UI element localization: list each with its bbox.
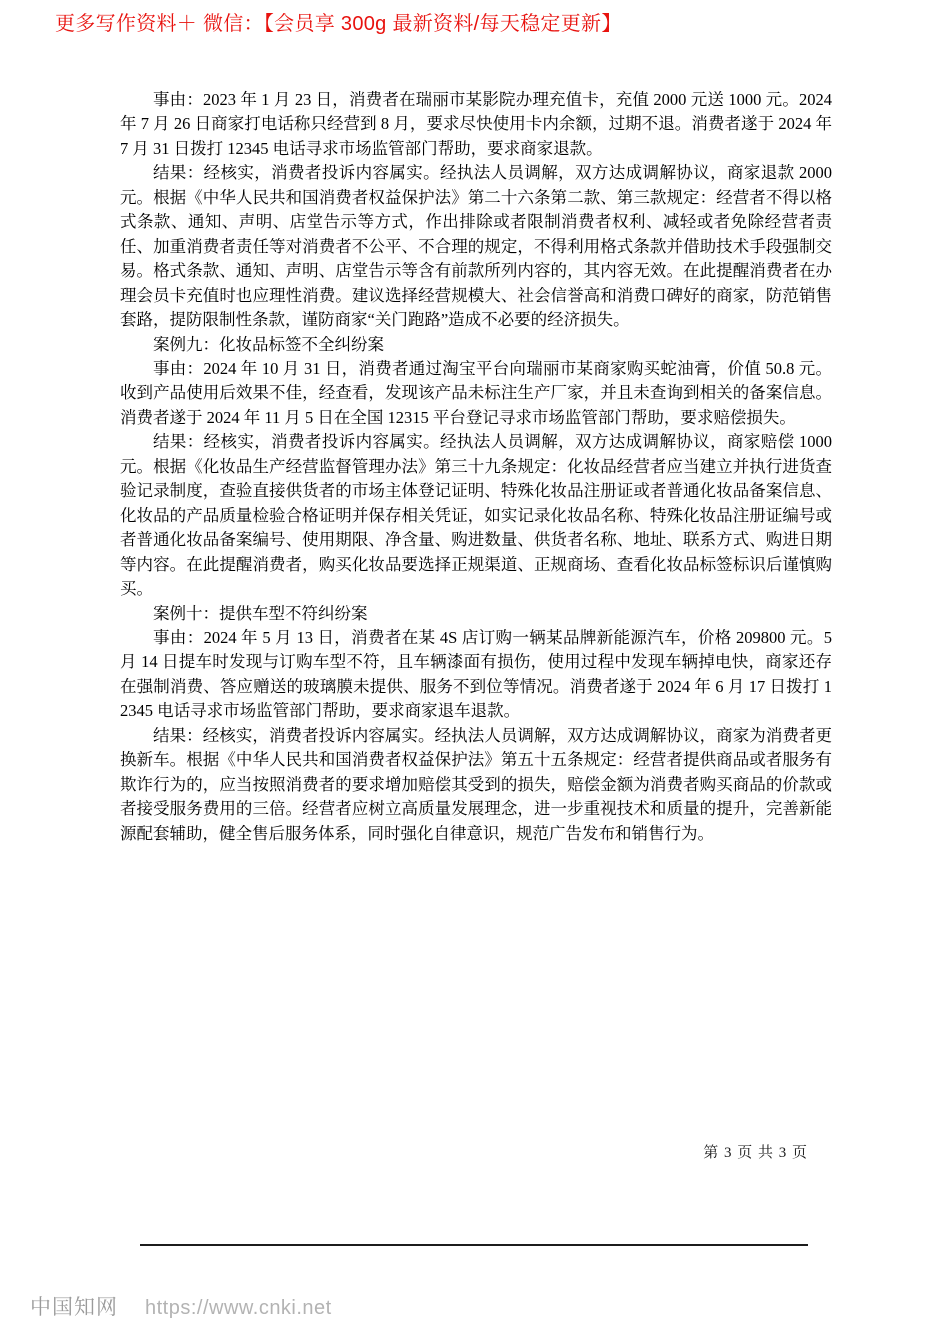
paragraph-case10-outcome: 结果：经核实，消费者投诉内容属实。经执法人员调解，双方达成调解协议，商家为消费者更换新车。根据《中华人民共和国消费者权益保护法》第五十五条规定：经营者提供商品或者服务有欺诈行为的，应当按照消费者的要求增加赔偿其受到的损失，赔偿金额为消费者购买商品的价款或者接受服务费用的三倍。经营者应树立高质量发展理念，进一步重视技术和质量的提升，完善新能源配套辅助，健全售后服务体系，同时强化自律意识，规范广告发布和销售行为。 <box>120 725 832 843</box>
paragraph-case9-cause: 事由：2024 年 10 月 31 日，消费者通过淘宝平台向瑞丽市某商家购买蛇油膏，价值 50.8 元。收到产品使用后效果不佳，经查看，发现该产品未标注生产厂家，并且未查询到相关的备案信息。消费者遂于 2024 年 11 月 5 日在全国 12315 平台登记寻求市场监管部门帮助，要求赔偿损失。 <box>120 358 832 427</box>
paragraph-case10-cause: 事由：2024 年 5 月 13 日，消费者在某 4S 店订购一辆某品牌新能源汽车，价格 209800 元。5 月 14 日提车时发现与订购车型不符，且车辆漆面有损伤，使用过程中发现车辆掉电快，商家还存在强制消费、答应赠送的玻璃膜未提供、服务不到位等情况。消费者遂于 2024 年 6 月 17 日拨打 12345 电话寻求市场监管部门帮助，要求商家退车退款。 <box>120 627 832 721</box>
promo-banner-text: 更多写作资料＋ 微信：【会员享 300g 最新资料/每天稳定更新】 <box>55 13 622 35</box>
paragraph-case8-result: 事由：2023 年 1 月 23 日，消费者在瑞丽市某影院办理充值卡，充值 2000 元送 1000 元。2024 年 7 月 26 日商家打电话称只经营到 8 月，要求尽快使用卡内余额，过期不退。消费者遂于 2024 年 7 月 31 日拨打 12345 电话寻求市场监管部门帮助，要求商家退款。 <box>120 90 832 158</box>
cnki-url-text: https://www.cnki.net <box>145 1297 332 1319</box>
cnki-watermark <box>30 1291 332 1321</box>
cnki-logo-text: 中国知网 <box>30 1296 118 1319</box>
page-number-indicator: 第 3 页 共 3 页 <box>703 1145 808 1161</box>
paragraph-case9-outcome: 结果：经核实，消费者投诉内容属实。经执法人员调解，双方达成调解协议，商家赔偿 1000 元。根据《化妆品生产经营监督管理办法》第三十九条规定：化妆品经营者应当建立并执行进货查验记录制度，查验直接供货者的市场主体登记证明、特殊化妆品注册证或者普通化妆品备案信息、化妆品的产品质量检验合格证明并保存相关凭证，如实记录化妆品名称、特殊化妆品注册证编号或者普通化妆品备案编号、使用期限、净含量、购进数量、供货者名称、地址、联系方式、购进日期等内容。在此提醒消费者，购买化妆品要选择正规渠道、正规商场、查看化妆品标签标识后谨慎购买。 <box>120 432 832 599</box>
heading-case10: 案例十：提供车型不符纠纷案 <box>153 603 368 623</box>
paragraph-case8-outcome: 结果：经核实，消费者投诉内容属实。经执法人员调解，双方达成调解协议，商家退款 2000 元。根据《中华人民共和国消费者权益保护法》第二十六条第二款、第三款规定：经营者不得以格式条款、通知、声明、店堂告示等方式，作出排除或者限制消费者权利、减轻或者免除经营者责任、加重消费者责任等对消费者不公平、不合理的规定，不得利用格式条款并借助技术手段强制交易。格式条款、通知、声明、店堂告示等含有前款所列内容的，其内容无效。在此提醒消费者在办理会员卡充值时也应理性消费。建议选择经营规模大、社会信誉高和消费口碑好的商家，防范销售套路，提防限制性条款，谨防商家“关门跑路”造成不必要的经济损失。 <box>120 163 832 330</box>
footer-divider-line <box>140 1244 808 1246</box>
document-body <box>120 88 832 846</box>
heading-case9: 案例九：化妆品标签不全纠纷案 <box>153 334 384 354</box>
